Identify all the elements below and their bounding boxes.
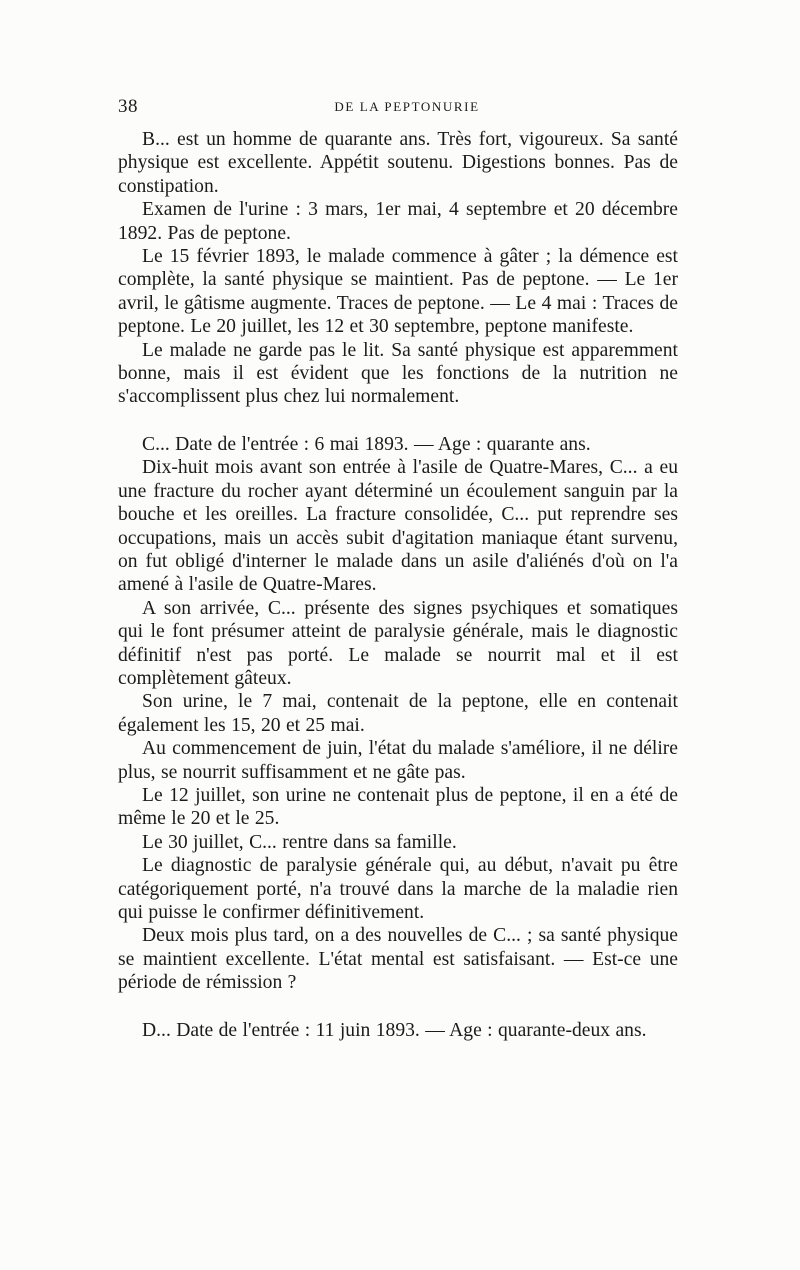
paragraph: Le diagnostic de paralysie générale qui, au début, n'avait pu être catégoriquement porté, n'a trouvé dans la marche de la maladie rien qui puisse le confirmer définitivement. [118,855,678,923]
paragraph: Dix-huit mois avant son entrée à l'asile de Quatre-Mares, C... a eu une fracture du rocher ayant déterminé un écoulement sanguin par la bouche et les oreilles. La fracture consolidée, C... put reprendre ses occupations, mais un accès subit d'agitation maniaque étant survenu, on fut obligé d'interner le malade dans un asile d'aliénés d'où on l'a amené à l'asile de Quatre-Mares. [118,457,678,596]
paragraph: Le 15 février 1893, le malade commence à gâter ; la démence est complète, la santé physique se maintient. Pas de peptone. — Le 1er avril, le gâtisme augmente. Traces de peptone. — Le 4 mai : Traces de peptone. Le 20 juillet, les 12 et 30 septembre, peptone manifeste. [118,246,678,338]
paragraph: Le 30 juillet, C... rentre dans sa famille. [142,831,457,853]
case-heading: C... Date de l'entrée : 6 mai 1893. — Age : quarante ans. [142,433,591,455]
running-title: DE LA PEPTONURIE [334,99,480,114]
section-gap [118,409,678,433]
paragraph: Au commencement de juin, l'état du malade s'améliore, il ne délire plus, se nourrit suffisamment et ne gâte pas. [118,738,678,783]
section-gap [118,995,678,1019]
paragraph: Le malade ne garde pas le lit. Sa santé physique est apparemment bonne, mais il est évident que les fonctions de la nutrition ne s'accomplissent plus chez lui normalement. [118,339,678,408]
body-text [118,128,678,1042]
page-number: 38 [118,96,138,117]
paragraph: Examen de l'urine : 3 mars, 1er mai, 4 septembre et 20 décembre 1892. Pas de peptone. [118,199,678,244]
paragraph: A son arrivée, C... présente des signes psychiques et somatiques qui le font présumer atteint de paralysie générale, mais le diagnostic définitif n'est pas porté. Le malade se nourrit mal et il est complètement gâteux. [118,597,678,689]
paragraph: Deux mois plus tard, on a des nouvelles de C... ; sa santé physique se maintient excellente. L'état mental est satisfaisant. — Est-ce une période de rémission ? [118,925,678,994]
running-head [118,96,678,120]
case-heading: D... Date de l'entrée : 11 juin 1893. — Age : quarante-deux ans. [142,1019,647,1041]
paragraph: B... est un homme de quarante ans. Très fort, vigoureux. Sa santé physique est excellente. Appétit soutenu. Digestions bonnes. Pas de constipation. [118,129,678,197]
paragraph: Le 12 juillet, son urine ne contenait plus de peptone, il en a été de même le 20 et le 25. [118,784,678,830]
paragraph: Son urine, le 7 mai, contenait de la peptone, elle en contenait également les 15, 20 et 25 mai. [118,691,678,736]
